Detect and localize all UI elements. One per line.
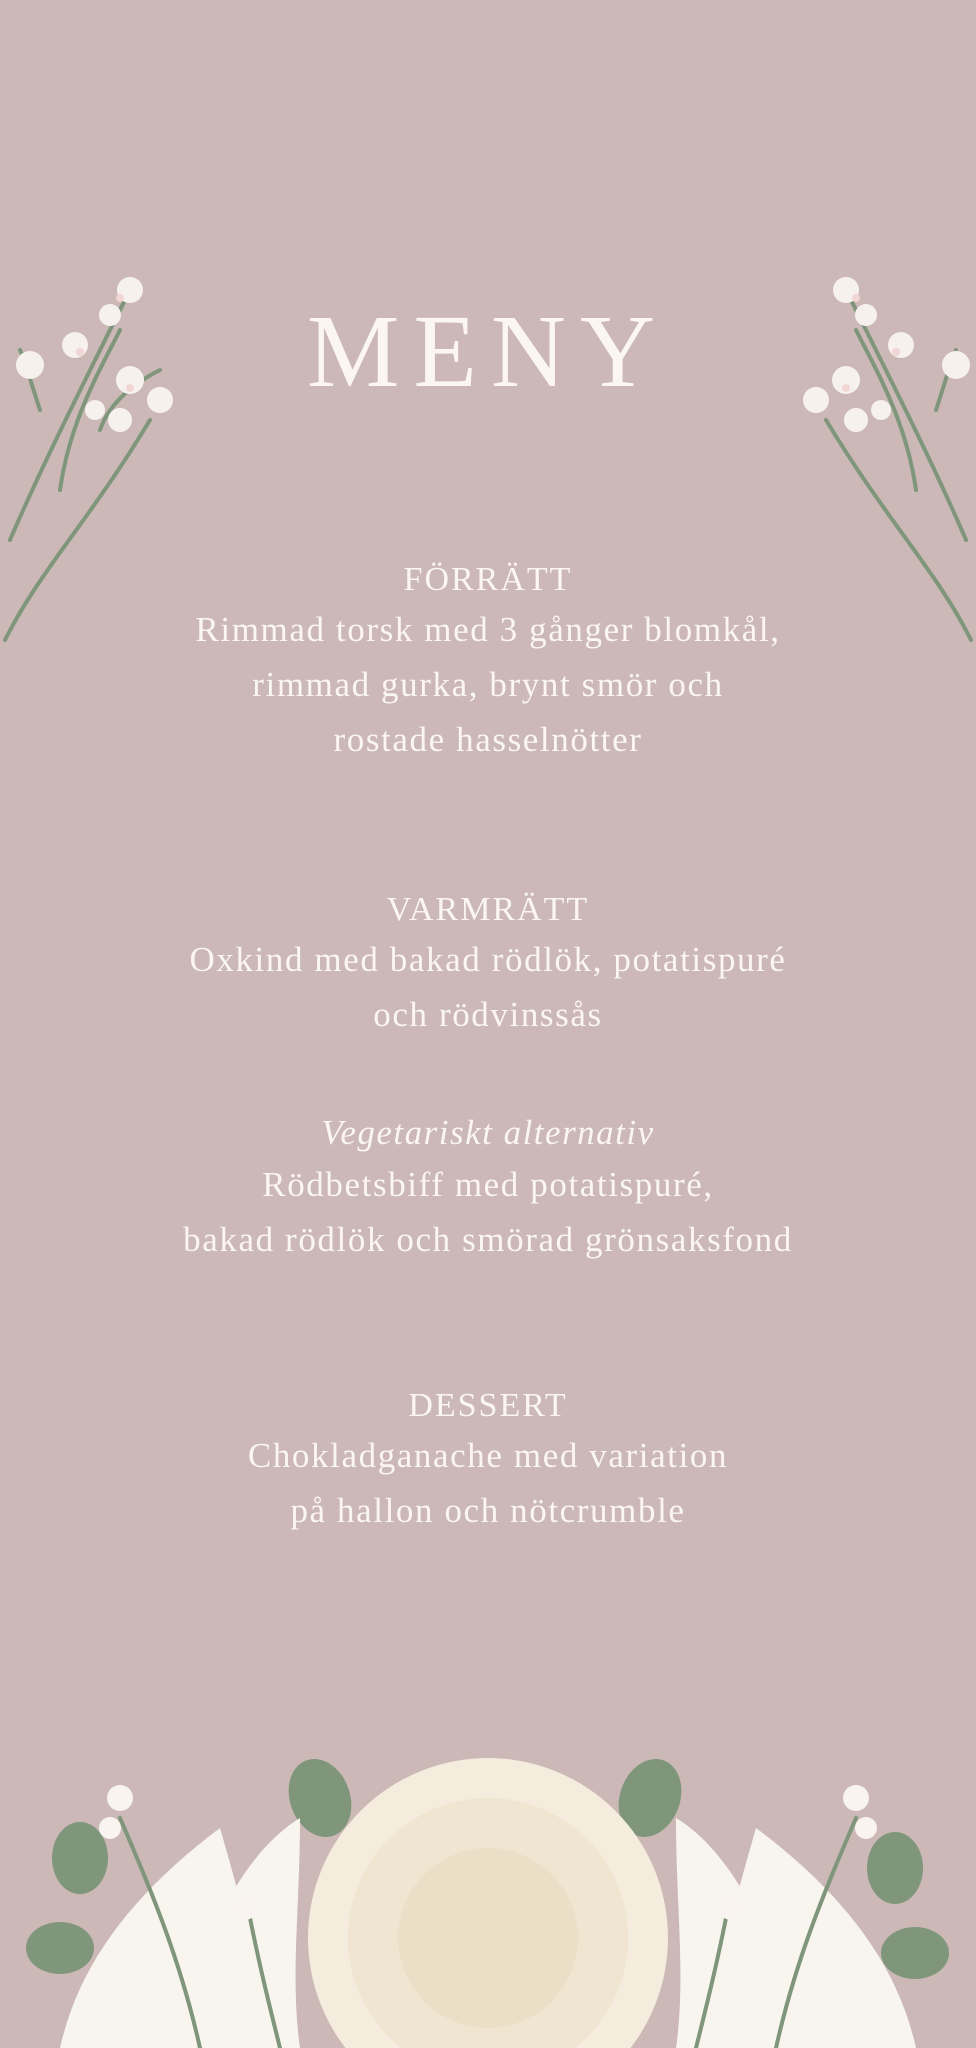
dish-line: Rödbetsbiff med potatispuré,	[262, 1165, 714, 1204]
dish-line: och rödvinssås	[373, 995, 603, 1035]
dish-line: Oxkind med bakad rödlök, potatispuré	[189, 940, 787, 980]
dish-line: rostade hasselnötter	[333, 720, 643, 760]
section-heading: FÖRRÄTT	[403, 561, 573, 598]
dish-line: Rimmad torsk med 3 gånger blomkål,	[195, 610, 781, 650]
section-subheading: Vegetariskt alternativ	[321, 1113, 655, 1152]
menu-section-forratt	[0, 558, 976, 767]
dish-line: på hallon och nötcrumble	[290, 1491, 686, 1531]
menu-section-varmratt	[0, 888, 976, 1042]
flower-bouquet-bottom-icon	[0, 1728, 976, 2048]
section-heading: DESSERT	[408, 1387, 568, 1424]
menu-section-dessert	[0, 1384, 976, 1538]
section-heading: VARMRÄTT	[386, 891, 590, 928]
dish-line: rimmad gurka, brynt smör och	[252, 665, 724, 705]
menu-section-vegetarian	[0, 1108, 976, 1267]
dish-line: bakad rödlök och smörad grönsaksfond	[183, 1220, 793, 1259]
dish-line: Chokladganache med variation	[247, 1436, 729, 1476]
page-title: MENY	[306, 294, 670, 409]
